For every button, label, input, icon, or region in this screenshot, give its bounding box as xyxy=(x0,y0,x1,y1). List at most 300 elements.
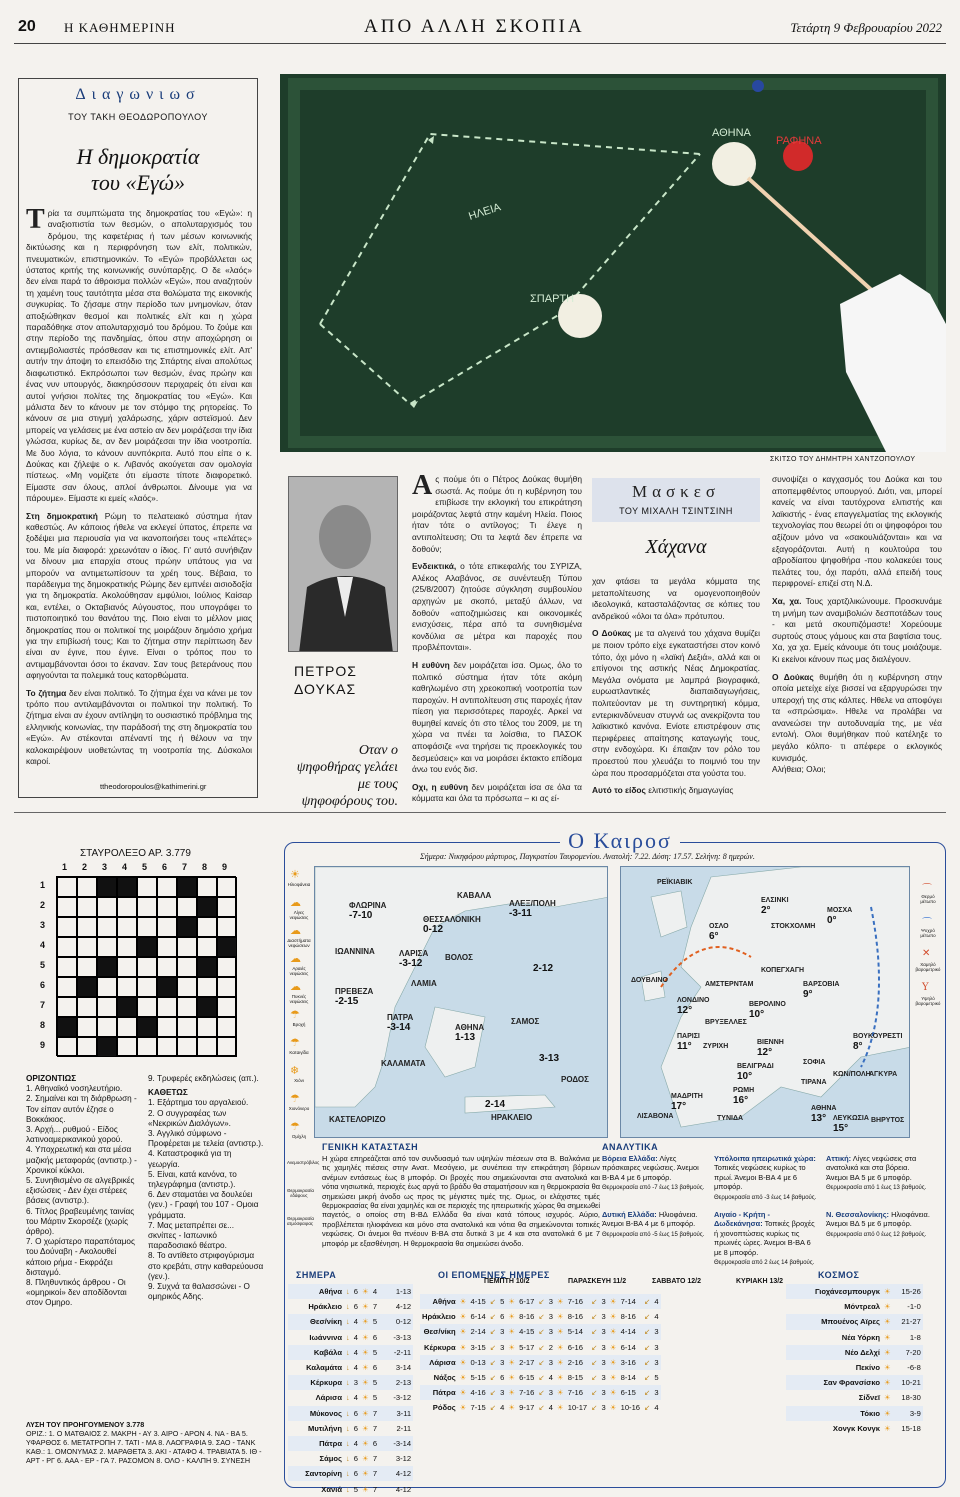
wind-arrow-icon: ↙ xyxy=(591,1297,598,1307)
map-city-label: ΒΙΕΝΝΗ xyxy=(757,1039,784,1046)
crossword-cell[interactable] xyxy=(217,937,237,957)
map-city-label: ΑΛΕΞ/ΠΟΛΗ xyxy=(509,899,556,908)
crossword-cell[interactable] xyxy=(217,957,237,977)
crossword-cell[interactable] xyxy=(217,997,237,1017)
wind-arrow-icon: ↙ xyxy=(538,1373,545,1383)
crossword-cell[interactable] xyxy=(157,1037,177,1057)
weather-legend-label: Αραιές νεφώσεις xyxy=(289,966,309,976)
crossword-cell[interactable] xyxy=(197,1017,217,1037)
crossword-cell[interactable] xyxy=(197,877,217,897)
wind-cell: 3 xyxy=(601,1342,606,1352)
lead-in: Ο Δούκας xyxy=(592,628,632,639)
crossword-cell[interactable] xyxy=(157,877,177,897)
author-email[interactable]: ttheodoropoulos@kathimerini.gr xyxy=(100,782,207,791)
crossword-cell[interactable] xyxy=(117,957,137,977)
table-row xyxy=(420,1400,661,1415)
region-forecast xyxy=(602,1210,708,1240)
label-athina: ΑΘΗΝΑ xyxy=(712,127,751,139)
wind-arrow-icon: ↓ xyxy=(346,1454,350,1464)
crossword-cell[interactable] xyxy=(197,997,217,1017)
weather-legend-icon: ☂ xyxy=(290,1092,300,1105)
map-city-label: ΕΛΣΙΝΚΙ xyxy=(761,897,789,904)
label-rafina: ΡΑΦΗΝΑ xyxy=(776,135,822,147)
headline-line1: Η δημοκρατία xyxy=(76,144,200,169)
wind-arrow-icon: ↙ xyxy=(538,1388,545,1398)
crossword-cell[interactable] xyxy=(137,957,157,977)
crossword-cell[interactable] xyxy=(157,957,177,977)
crossword-cell[interactable] xyxy=(137,1017,157,1037)
weather-legend-label: Χιονόνερο xyxy=(288,1106,310,1111)
name-line2: ΔΟΥΚΑΣ xyxy=(294,681,357,697)
crossword-cell[interactable] xyxy=(217,1017,237,1037)
wind-cell: 3 xyxy=(654,1357,659,1367)
map-temp: 2-14 xyxy=(485,1099,506,1110)
temp-range-cell: 2-14 xyxy=(470,1327,486,1337)
temp-range-cell: 4-12 xyxy=(395,1469,412,1479)
temp-range-cell: 2-11 xyxy=(396,1423,412,1433)
sun-icon: ☀ xyxy=(362,1393,369,1403)
row-number: 4 xyxy=(40,940,46,950)
table-row xyxy=(288,1481,413,1496)
clues-across xyxy=(26,1074,138,1309)
map-city-label: ΑΜΣΤΕΡΝΤΑΜ xyxy=(705,981,754,988)
paragraph-text: δεν μοιράζεται ίσα σε όλα τα κόμματα και όλα τα πρόσωπα – κι ας εί- xyxy=(412,781,582,804)
paragraph-text: Αλήθεια; Ολοι; xyxy=(772,764,826,775)
crossword-cell[interactable] xyxy=(217,877,237,897)
crossword-cell[interactable] xyxy=(97,977,117,997)
region-name: Αττική: xyxy=(826,1154,852,1163)
city-cell: Μυτιλήνη xyxy=(308,1423,342,1433)
map-city-label: ΒΟΥΚΟΥΡΕΣΤΙ xyxy=(853,1033,903,1040)
temp-range-cell: 3-12 xyxy=(395,1454,412,1464)
doukas-article xyxy=(412,470,582,805)
table-row xyxy=(786,1330,923,1345)
wind-arrow-icon: ↙ xyxy=(538,1297,545,1307)
crossword-cell[interactable] xyxy=(77,997,97,1017)
crossword-cell[interactable] xyxy=(57,957,77,977)
crossword-cell[interactable] xyxy=(217,1037,237,1057)
crossword-cell[interactable] xyxy=(137,917,157,937)
city-cell: Σάμος xyxy=(319,1454,342,1464)
crossword-cell[interactable] xyxy=(157,937,177,957)
crossword-cell[interactable] xyxy=(117,917,137,937)
weather-table xyxy=(288,1284,413,1497)
crossword-cell[interactable] xyxy=(97,1017,117,1037)
wind-arrow-icon: ↙ xyxy=(644,1388,651,1398)
city-cell: Κέρκυρα xyxy=(310,1378,342,1388)
map-legend-label: Θερμό μέτωπο xyxy=(920,894,936,904)
weather-legend-label: Λίγες νεφώσεις xyxy=(289,910,309,920)
paragraph-text: θυμήθη ότι η κυβέρνηση στην οποία μετείχε είχε βισσεί να εξαργυρώσει την υπεροχή της στις κάλπες. Ηθελε να αποφύγει τα «σπρώσιμα». Ηθελε να προλάβει να ανανεώσει την αυτοδυναμία της, με νέα εντολή. Ολοι θυμήθηκαν πού κατέληξε το μεγάλο κόλπο· τι απέφερε ο εκλογικός κυνισμός. xyxy=(772,671,943,763)
crossword-cell[interactable] xyxy=(197,917,217,937)
temp-range-cell: 7-16 xyxy=(519,1388,535,1398)
table-row xyxy=(288,1314,413,1329)
paragraph xyxy=(772,596,942,666)
crossword-cell[interactable] xyxy=(137,937,157,957)
temp-range-cell: 21-27 xyxy=(901,1317,921,1327)
wind-cell: 3 xyxy=(601,1327,606,1337)
wind-arrow-icon: ↙ xyxy=(591,1373,598,1383)
crossword-cell[interactable] xyxy=(57,877,77,897)
map-city-label: ΒΑΡΣΟΒΙΑ xyxy=(803,981,840,988)
wind-cell: 7 xyxy=(372,1302,378,1312)
wind-arrow-icon: ↙ xyxy=(591,1327,598,1337)
table-row xyxy=(420,1324,661,1339)
weather-legend-icon: ☀ xyxy=(290,868,300,881)
wind-cell: 4 xyxy=(353,1332,359,1342)
maskes-col1 xyxy=(592,576,760,797)
wind-cell: 3 xyxy=(654,1388,659,1398)
sun-icon: ☀ xyxy=(609,1312,617,1322)
crossword-cell[interactable] xyxy=(197,897,217,917)
crossword-cell[interactable] xyxy=(137,997,157,1017)
analytika-heading: ΑΝΑΛΥΤΙΚΑ xyxy=(602,1142,659,1152)
map-city-temp: -3-11 xyxy=(509,908,532,919)
person-name xyxy=(294,662,357,698)
maskes-col2 xyxy=(772,474,942,776)
crossword-cell[interactable] xyxy=(217,897,237,917)
wind-arrow-icon: ↓ xyxy=(346,1469,350,1479)
table-row xyxy=(786,1314,923,1329)
world-heading: ΚΟΣΜΟΣ xyxy=(818,1270,860,1280)
crossword-cell[interactable] xyxy=(177,937,197,957)
crossword-cell[interactable] xyxy=(137,877,157,897)
map-city-label: ΚΑΛΑΜΑΤΑ xyxy=(381,1059,426,1068)
wind-cell: 6 xyxy=(353,1287,359,1297)
wind-arrow-icon: ↓ xyxy=(346,1378,350,1388)
crossword-cell[interactable] xyxy=(97,957,117,977)
pull-quote: Οταν ο ψηφοθήρας γελάει με τους ψηφοφόρους του. xyxy=(296,743,398,809)
sun-icon: ☀ xyxy=(556,1373,564,1383)
portrait-photo xyxy=(288,476,398,652)
wind-cell: 6 xyxy=(353,1423,359,1433)
clue: 6. Τίτλος βραβευμένης ταινίας του Μάρτιν Σκορσέζε (χωρίς άρθρο). xyxy=(26,1206,135,1237)
region-name: Υπόλοιπα ηπειρωτικά χώρα: xyxy=(714,1154,816,1163)
wind-cell: 4 xyxy=(353,1347,359,1357)
crossword-cell[interactable] xyxy=(197,1037,217,1057)
crossword-cell[interactable] xyxy=(97,877,117,897)
crossword-cell[interactable] xyxy=(157,917,177,937)
sun-icon: ☀ xyxy=(508,1312,516,1322)
temp-range-cell: 0-12 xyxy=(395,1317,412,1327)
paragraph xyxy=(412,561,582,654)
crossword-cell[interactable] xyxy=(177,977,197,997)
map-city-label: ΒΡΥΞΕΛΛΕΣ xyxy=(705,1019,747,1026)
temp-range-cell: 5-14 xyxy=(567,1327,583,1337)
wind-arrow-icon: ↓ xyxy=(346,1438,350,1448)
clue: 1. Εξάρτημα του αργαλειού. xyxy=(148,1098,249,1108)
issue-date: Τετάρτη 9 Φεβρουαρίου 2022 xyxy=(790,20,942,35)
general-text: Η χώρα επηρεάζεται από τον συνδυασμό των υψηλών πιέσεων στα Β. Βαλκάνια με τις χαμηλές πιέσεις στην Ανατ. Μεσόγειο, με συνέπεια την επικράτηση βόρειων ανέμων εντάσεως έως 8 μποφόρ. Οι βροχές που σημειώνονται στα ανατολικά και νότια νησιωτικά, περιοχές έως αργά το βράδυ θα σταματήσουν και η θερμοκρασία θα σημειώσει μικρή άνοδο ως προς τις μέγιστες τιμές της. Ομως, οι ελάχιστες τιμές θερμοκρασίας θα είναι χαμηλές και σε περιοχές της ηπειρωτικής χώρας θα σημειωθεί παγετός, ο οποίος στη Β-ΒΔ Ελλάδα θα είναι κατά τόπους ισχυρός. Αύριο, προβλέπεται ηλιοφάνεια και μόνο στα ανατολικά και νότια θα σημειώνονται τοπικές νεφώσεις. Οι άνεμοι θα πνέουν Β-ΒΑ στα δυτικά 3 με 4 και στα ανατολικά 6 με 7 μποφόρ με εξασθένηση. Η θερμοκρασία θα σημειώσει άνοδο. xyxy=(322,1154,600,1248)
paragraph-text: χαν φτάσει τα μεγάλα κόμματα της μεταπολίτευσης να ομογενοποιηθούν ιδεολογικά, κατασταλάζοντας σε κόπιες του ανδρεϊκού «όλοι τα όλα» πρότυπου. xyxy=(592,576,760,621)
crossword-cell[interactable] xyxy=(77,877,97,897)
weather-legend-label: Καταιγίδα xyxy=(289,1050,309,1055)
temp-range-cell: 4-15 xyxy=(519,1327,535,1337)
map-city-label: ΣΑΜΟΣ xyxy=(511,1017,540,1026)
region-text: Τοπικές νεφώσεις κυρίως το πρωί. Άνεμοι Β-ΒΑ 4 με 6 μποφόρ. xyxy=(714,1163,806,1192)
sun-icon: ☀ xyxy=(459,1373,467,1383)
sun-icon: ☀ xyxy=(362,1287,369,1297)
sun-icon: ☀ xyxy=(459,1357,467,1367)
city-cell: Ιωάννινα xyxy=(309,1332,342,1342)
temp-range-cell: 4-14 xyxy=(620,1327,636,1337)
crossword-cell[interactable] xyxy=(197,977,217,997)
temp-range-cell: 9-17 xyxy=(519,1403,535,1413)
temp-range-cell: -3-12 xyxy=(393,1393,412,1403)
crossword-cell[interactable] xyxy=(197,937,217,957)
wind-arrow-icon: ↓ xyxy=(346,1302,350,1312)
column-number: 5 xyxy=(142,862,148,872)
sun-icon: ☀ xyxy=(609,1342,617,1352)
table-row xyxy=(288,1406,413,1421)
crossword-cell[interactable] xyxy=(77,937,97,957)
map-city-label: ΣΤΟΚΧΟΛΜΗ xyxy=(771,923,816,930)
crossword-cell[interactable] xyxy=(177,917,197,937)
temp-range-cell: 3-9 xyxy=(909,1408,921,1418)
map-city-label: ΛΕΥΚΩΣΙΑ xyxy=(833,1115,869,1122)
wind-arrow-icon: ↙ xyxy=(644,1342,651,1352)
dropcap: Α xyxy=(412,470,433,501)
weather-legend-label: Ομίχλη xyxy=(291,1134,307,1139)
wind-arrow-icon: ↓ xyxy=(346,1317,350,1327)
wind-cell: 6 xyxy=(353,1454,359,1464)
city-cell: Λάρισα xyxy=(429,1357,456,1367)
cartoon-image xyxy=(280,74,946,452)
map-city-temp: 9° xyxy=(803,989,813,1000)
wind-cell: 3 xyxy=(548,1297,553,1307)
region-text: Ηλιοφάνεια. Άνεμοι Β-ΒΑ 4 με 6 μποφόρ. xyxy=(602,1210,698,1229)
map-city-temp: 6° xyxy=(709,931,719,942)
wind-cell: 5 xyxy=(372,1347,378,1357)
clue: 7. Μας μεταπρέπει σε... σκνίπες - Ιαπωνικό παραδοσιακό θέατρο. xyxy=(148,1220,234,1251)
today-heading: ΣΗΜΕΡΑ xyxy=(296,1270,337,1280)
temp-range-cell: 8-16 xyxy=(620,1312,636,1322)
temp-range-cell: 5-17 xyxy=(519,1342,535,1352)
wind-arrow-icon: ↙ xyxy=(489,1357,497,1367)
row-number: 2 xyxy=(40,900,46,910)
temp-range-cell: -1-0 xyxy=(907,1302,921,1312)
wind-cell: 6 xyxy=(372,1332,378,1342)
temp-range-cell: 0-13 xyxy=(470,1357,486,1367)
map-city-temp: 12° xyxy=(677,1005,693,1016)
lead-in: Στη δημοκρατική xyxy=(26,510,98,521)
crossword-cell[interactable] xyxy=(177,997,197,1017)
crossword-cell[interactable] xyxy=(197,957,217,977)
sun-icon: ☀ xyxy=(884,1393,891,1403)
table-row xyxy=(288,1436,413,1451)
crossword-cell[interactable] xyxy=(177,877,197,897)
sun-icon: ☀ xyxy=(556,1297,564,1307)
sun-icon: ☀ xyxy=(884,1287,891,1297)
table-row xyxy=(420,1294,661,1309)
crossword-cell[interactable] xyxy=(177,897,197,917)
map-legend-icon: ✕ xyxy=(922,948,931,959)
sun-icon: ☀ xyxy=(362,1363,369,1373)
column-number: 9 xyxy=(222,862,228,872)
map-city-label: ΑΓΚΥΡΑ xyxy=(869,1071,898,1078)
map-city-label: ΖΥΡΙΧΗ xyxy=(703,1043,729,1050)
crossword-cell[interactable] xyxy=(177,1017,197,1037)
crossword-cell[interactable] xyxy=(77,897,97,917)
wind-cell: 3 xyxy=(654,1342,659,1352)
sun-icon: ☀ xyxy=(556,1312,564,1322)
lead-in: Ενδεικτικά, xyxy=(412,561,457,572)
crossword-cell[interactable] xyxy=(97,937,117,957)
wind-arrow-icon: ↙ xyxy=(591,1357,598,1367)
headline-line2: του «Εγώ» xyxy=(91,170,185,195)
crossword-cell[interactable] xyxy=(157,897,177,917)
region-text: Ηλιοφάνεια. Άνεμοι ΒΔ 5 με 6 μποφόρ. xyxy=(826,1210,930,1229)
crossword-cell[interactable] xyxy=(117,897,137,917)
portrait-image xyxy=(289,477,398,652)
crossword-cell[interactable] xyxy=(97,1037,117,1057)
wind-arrow-icon: ↙ xyxy=(538,1403,545,1413)
city-cell: Καβάλα xyxy=(313,1347,342,1357)
crossword-cell[interactable] xyxy=(217,977,237,997)
wind-cell: 5 xyxy=(654,1373,659,1383)
table-row xyxy=(288,1466,413,1481)
weather-table xyxy=(786,1284,923,1436)
temp-range-cell: 6-14 xyxy=(470,1312,486,1322)
crossword-cell[interactable] xyxy=(157,1017,177,1037)
dropcap: Τ xyxy=(26,204,45,235)
sun-icon: ☀ xyxy=(459,1297,467,1307)
city-cell: Πάτρα xyxy=(319,1438,342,1448)
crossword-cell[interactable] xyxy=(57,997,77,1017)
crossword-cell[interactable] xyxy=(117,997,137,1017)
crossword-grid[interactable] xyxy=(56,876,236,1056)
weather-legend-icon: ☂ xyxy=(290,1120,300,1133)
temp-range-cell: 8-15 xyxy=(567,1373,583,1383)
column-number: 1 xyxy=(62,862,68,872)
crossword-cell[interactable] xyxy=(57,1017,77,1037)
crossword-cell[interactable] xyxy=(77,1017,97,1037)
day-label: ΠΑΡΑΣΚΕΥΗ 11/2 xyxy=(568,1278,627,1285)
map-city-temp: 1-13 xyxy=(455,1032,476,1043)
map-city-label: ΑΘΗΝΑ xyxy=(455,1023,485,1032)
temp-range-cell: 5-15 xyxy=(470,1373,486,1383)
crossword-cell[interactable] xyxy=(57,917,77,937)
lead-in: Η ευθύνη xyxy=(412,659,450,670)
weather-legend-icon: ☁ xyxy=(290,952,301,965)
map-city-label: ΟΣΛΟ xyxy=(709,923,729,930)
clue: 6. Δεν σταματάει να δουλεύει (γεν.) - Γραφή του 107 - Ομοια γράμματα. xyxy=(148,1190,259,1220)
crossword-cell[interactable] xyxy=(117,877,137,897)
temp-range-cell: 15-18 xyxy=(901,1423,921,1433)
wind-cell: 4 xyxy=(353,1363,359,1373)
solution-text: ΟΡΙΖ.: 1. Ο ΜΑΤΘΑΙΟΣ 2. ΜΑΚΡΗ - ΑΥ 3. ΑΙΡΟ - ΑΡΟΝ 4. ΝΑ - ΒΑ 5. ΥΦΑΡΘΟΣ 6. ΜΕΤΑΤΡΟΠΗ 7. ΤΑΤΙ - ΜΑ 8. ΛΑΟΓΡΑΦΙΑ 9. ΣΑΟ - ΤΑΝΚ ΚΑΘ.: 1. ΟΜΟΝΥΜΑΣ 2. ΜΑΡΑΘΕΤΑ 3. ΑΚΙ - ΑΤΑΦΟ 4. ΤΡΑΒΙΑΤΑ 5. ΙΘ - ΑΡΤ - ΡΓ 6. ΑΑΑ - ΕΡ - ΓΑ 7. ΡΑΣΟΜΟΝ 8. ΟΛΟ - ΚΑΛΠΗ 9. ΣΥΝΕΣΗ xyxy=(26,1429,262,1465)
wind-arrow-icon: ↙ xyxy=(644,1373,651,1383)
table-row xyxy=(288,1375,413,1390)
temp-range-cell: 8-16 xyxy=(567,1312,583,1322)
crossword-cell[interactable] xyxy=(77,957,97,977)
row-number: 9 xyxy=(40,1040,46,1050)
wind-cell: 3 xyxy=(500,1342,505,1352)
temp-range-cell: 6-15 xyxy=(519,1373,535,1383)
map-city-temp: 15° xyxy=(833,1123,849,1134)
crossword-cell[interactable] xyxy=(77,977,97,997)
crossword-cell[interactable] xyxy=(117,937,137,957)
city-cell: Νέο Δελχί xyxy=(844,1347,880,1357)
crossword-cell[interactable] xyxy=(117,977,137,997)
weather-legend-label: Θερμοκρασία ατμόσφαιρας xyxy=(287,1216,314,1226)
crossword-cell[interactable] xyxy=(157,977,177,997)
wind-cell: 3 xyxy=(601,1357,606,1367)
city-cell: Νέα Υόρκη xyxy=(841,1332,880,1342)
temp-range-cell: 7-16 xyxy=(567,1297,583,1307)
crossword-cell[interactable] xyxy=(137,1037,157,1057)
temp-range-cell: 3-14 xyxy=(395,1363,412,1373)
map-city-label: ΜΟΣΧΑ xyxy=(827,907,853,914)
wind-cell: 7 xyxy=(372,1408,378,1418)
crossword-cell[interactable] xyxy=(157,997,177,1017)
crossword-cell[interactable] xyxy=(77,917,97,937)
wind-cell: 6 xyxy=(372,1363,378,1373)
crossword-cell[interactable] xyxy=(77,1037,97,1057)
map-city-label: ΠΑΤΡΑ xyxy=(387,1013,414,1022)
region-temp: Θερμοκρασία από -7 έως 13 βαθμούς. xyxy=(602,1185,705,1192)
sun-icon: ☀ xyxy=(508,1357,516,1367)
crossword-cell[interactable] xyxy=(137,977,157,997)
map-city-label: ΤΥΝΙΔΑ xyxy=(717,1115,744,1122)
crossword-cell[interactable] xyxy=(57,897,77,917)
wind-cell: 5 xyxy=(353,1484,359,1494)
clue: 2. Σημαίνει και τη διάρθρωση - Τον είπαν αυτόν έζησε ο Βοκκάκιος. xyxy=(26,1094,137,1124)
column-name: Διαγωνιωσ xyxy=(75,86,201,103)
map-city-temp: 0-12 xyxy=(423,924,444,935)
general-heading: ΓΕΝΙΚΗ ΚΑΤΑΣΤΑΣΗ xyxy=(322,1142,419,1152)
crossword-cell[interactable] xyxy=(117,1037,137,1057)
sun-icon: ☀ xyxy=(884,1332,891,1342)
wind-arrow-icon: ↙ xyxy=(644,1327,651,1337)
paragraph-text: συνοψίζει ο καγχασμός του Δούκα και του αποπεμφθέντος υπουργού. Διότι, ναι, μπορεί κανείς να είναι ταυτόχρονα ελιτιστής και λαϊκιστής - ένας επαγγελματίας της εκλογικής τεχνολογίας που θεωρεί ότι οι ψηφοφόροι του αξίζουν μόνο να «σακουλιάζονται» και να εξαγοράζονται. Αυτή η κουλτούρα του αβροδίαιτου ψηφοθήρα -που κολακεύει τους πελάτες του, όχι παρότι, αλλά επειδή τους περιφρονεί- επιζεί στη Ν.Δ. xyxy=(772,474,942,589)
cartoon-credit: ΣΚΙΤΣΟ ΤΟΥ ΔΗΜΗΤΡΗ ΧΑΝΤΖΟΠΟΥΛΟΥ xyxy=(770,456,916,463)
wind-arrow-icon: ↙ xyxy=(489,1327,497,1337)
crossword-cell[interactable] xyxy=(97,917,117,937)
crossword-cell[interactable] xyxy=(97,997,117,1017)
wind-cell: 3 xyxy=(500,1388,505,1398)
crossword-cell[interactable] xyxy=(57,937,77,957)
city-cell: Ηράκλειο xyxy=(308,1302,342,1312)
region-forecast xyxy=(826,1154,932,1194)
wind-cell: 7 xyxy=(372,1423,378,1433)
crossword-cell[interactable] xyxy=(177,957,197,977)
table-row xyxy=(786,1345,923,1360)
map-city-label: ΔΟΥΒΛΙΝΟ xyxy=(631,977,668,984)
wind-arrow-icon: ↙ xyxy=(644,1357,651,1367)
crossword-cell[interactable] xyxy=(117,1017,137,1037)
crossword-cell[interactable] xyxy=(137,897,157,917)
sun-icon: ☀ xyxy=(459,1388,467,1398)
temp-range-cell: 6-17 xyxy=(519,1297,535,1307)
sun-icon: ☀ xyxy=(459,1403,467,1413)
crossword-cell[interactable] xyxy=(217,917,237,937)
region-name: Δυτική Ελλάδα: xyxy=(602,1210,657,1219)
crossword-cell[interactable] xyxy=(57,1037,77,1057)
crossword-solution xyxy=(26,1420,266,1465)
crossword-cell[interactable] xyxy=(97,897,117,917)
map-city-label: ΛΑΡΙΣΑ xyxy=(399,949,429,958)
crossword-cell[interactable] xyxy=(177,1037,197,1057)
temp-range-cell: 4-15 xyxy=(470,1297,486,1307)
wind-arrow-icon: ↓ xyxy=(346,1408,350,1418)
paragraph xyxy=(592,785,760,797)
sun-icon: ☀ xyxy=(609,1357,617,1367)
wind-cell: 3 xyxy=(548,1312,553,1322)
crossword-cell[interactable] xyxy=(57,977,77,997)
crossword-title: ΣΤΑΥΡΟΛΕΞΟ ΑΡ. 3.779 xyxy=(80,848,191,859)
table-row xyxy=(786,1284,923,1299)
